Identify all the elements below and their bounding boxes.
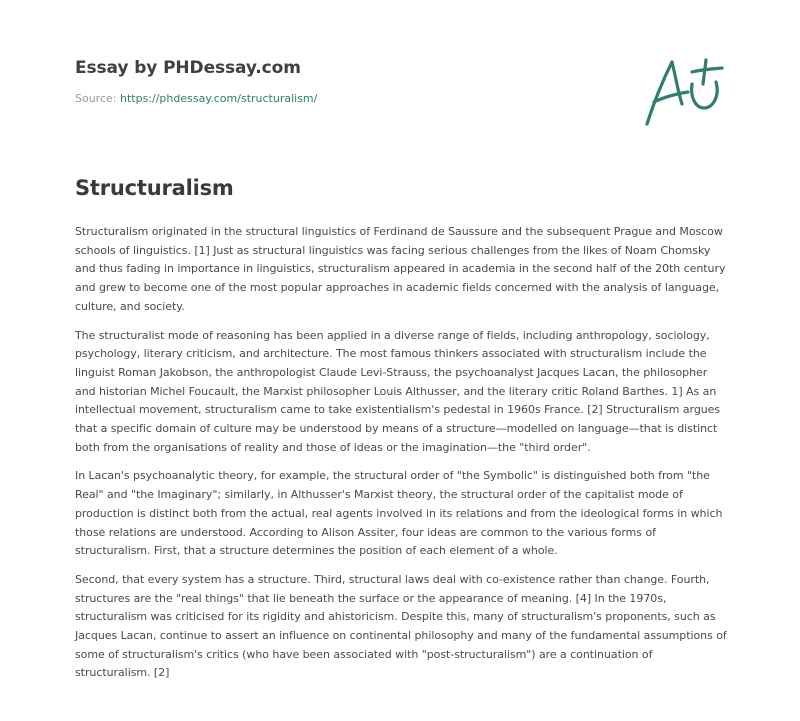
paragraph: Structuralism originated in the structural linguistics of Ferdinand de Saussure and the subsequent Prague and Moscow schools of linguistics. [1] Just as structural linguistics was facing serious challenges from the likes of Noam Chomsky and thus fading in importance in linguistics, structuralism appeared in academia in the second half of the 20th century and grew to become one of the most popular approaches in academic fields concerned with the analysis of language, culture, and society.	[75, 225, 726, 313]
paragraph: Second, that every system has a structure. Third, structural laws deal with co-existence rather than change. Fourth, structures are the "real things" that lie beneath the surface or the appearance of meaning. [4] In the 1970s, structuralism was criticised for its rigidity and ahistoricism. Despite this, many of structuralism's proponents, such as Jacques Lacan, continue to assert an influence on continental philosophy and many of the fundamental assumptions of some of structuralism's critics (who have been associated with "post-structuralism") are a continuation of structuralism. [2]	[75, 572, 727, 680]
article-body	[75, 223, 730, 693]
source-line	[75, 92, 535, 105]
paragraph: In Lacan's psychoanalytic theory, for example, the structural order of "the Symbolic" is distinguished both from "the Real" and "the Imaginary"; similarly, in Althusser's Marxist theory, the structural order of the capitalist mode of production is distinct both from the actual, real agents involved in its relations and from the ideological forms in which those relations are understood. According to Alison Assiter, four ideas are common to the various forms of structuralism. First, that a structure determines the position of each element of a whole.	[75, 469, 723, 558]
source-link[interactable]: https://phdessay.com/structuralism/	[119, 92, 318, 105]
article-title: Structuralism	[75, 176, 234, 200]
essay-header	[75, 58, 535, 105]
brand-title: Essay by PHDessay.com	[75, 58, 301, 78]
paragraph: The structuralist mode of reasoning has been applied in a diverse range of fields, including anthropology, sociology, psychology, literary criticism, and architecture. The most famous thinkers associated with structuralism include the linguist Roman Jakobson, the anthropologist Claude Levi-Strauss, the psychoanalyst Jacques Lacan, the philosopher and historian Michel Foucault, the Marxist philosopher Louis Althusser, and the literary critic Roland Barthes. 1] As an intellectual movement, structuralism came to take existentialism's pedestal in 1960s France. [2] Structuralism argues that a specific domain of culture may be understood by means of a structure—modelled on language—that is distinct both from the organisations of reality and those of ideas or the imagination—the "third order".	[75, 328, 721, 454]
source-label: Source:	[75, 92, 120, 105]
a-plus-logo-icon	[640, 50, 730, 130]
